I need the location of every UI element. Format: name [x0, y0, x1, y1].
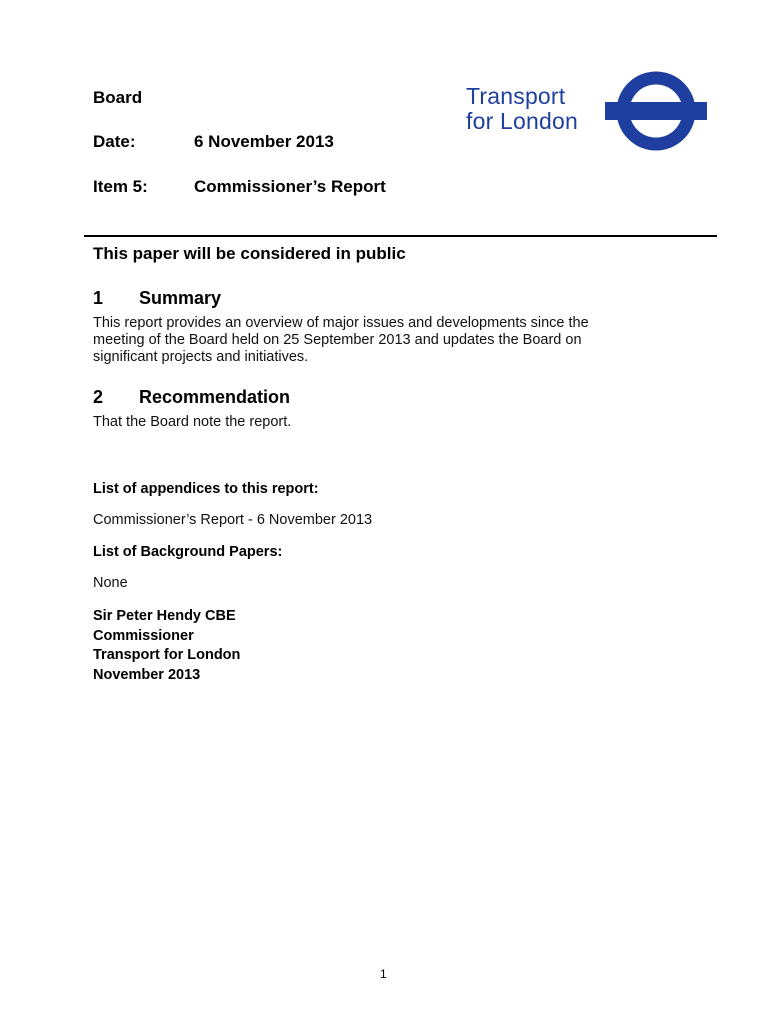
- signatory-role: Commissioner: [93, 627, 194, 644]
- appendices-item: Commissioner’s Report - 6 November 2013: [93, 512, 373, 528]
- section-1-title: Summary: [139, 288, 222, 308]
- signature-date: November 2013: [93, 666, 201, 683]
- section-2-line: That the Board note the report.: [93, 414, 292, 430]
- section-1-body: [93, 315, 589, 366]
- section-2-title: Recommendation: [139, 387, 291, 407]
- roundel-icon: [601, 70, 711, 152]
- tfl-logo: [466, 84, 578, 134]
- section-1-number: 1: [93, 288, 104, 308]
- committee-name: Board: [93, 88, 143, 107]
- appendices-heading: List of appendices to this report:: [93, 481, 319, 497]
- logo-line-1: Transport: [466, 83, 566, 109]
- signature-block: [93, 607, 240, 685]
- section-1-line: significant projects and initiatives.: [93, 349, 309, 365]
- background-item: None: [93, 575, 128, 591]
- header-divider: [84, 235, 717, 237]
- section-1-line: This report provides an overview of major issues and developments since the: [93, 315, 589, 331]
- page-number: 1: [380, 967, 387, 981]
- section-1-line: meeting of the Board held on 25 September 2013 and updates the Board on: [93, 332, 582, 348]
- item-label: Item 5:: [93, 177, 148, 196]
- date-value: 6 November 2013: [194, 132, 334, 151]
- logo-line-2: for London: [466, 108, 578, 134]
- date-label: Date:: [93, 132, 136, 151]
- signatory-org: Transport for London: [93, 647, 241, 663]
- signatory-name: Sir Peter Hendy CBE: [93, 608, 236, 624]
- public-note: This paper will be considered in public: [93, 244, 406, 263]
- background-heading: List of Background Papers:: [93, 544, 283, 560]
- item-value: Commissioner’s Report: [194, 177, 386, 196]
- section-2-number: 2: [93, 387, 104, 407]
- section-2-body: [93, 414, 291, 431]
